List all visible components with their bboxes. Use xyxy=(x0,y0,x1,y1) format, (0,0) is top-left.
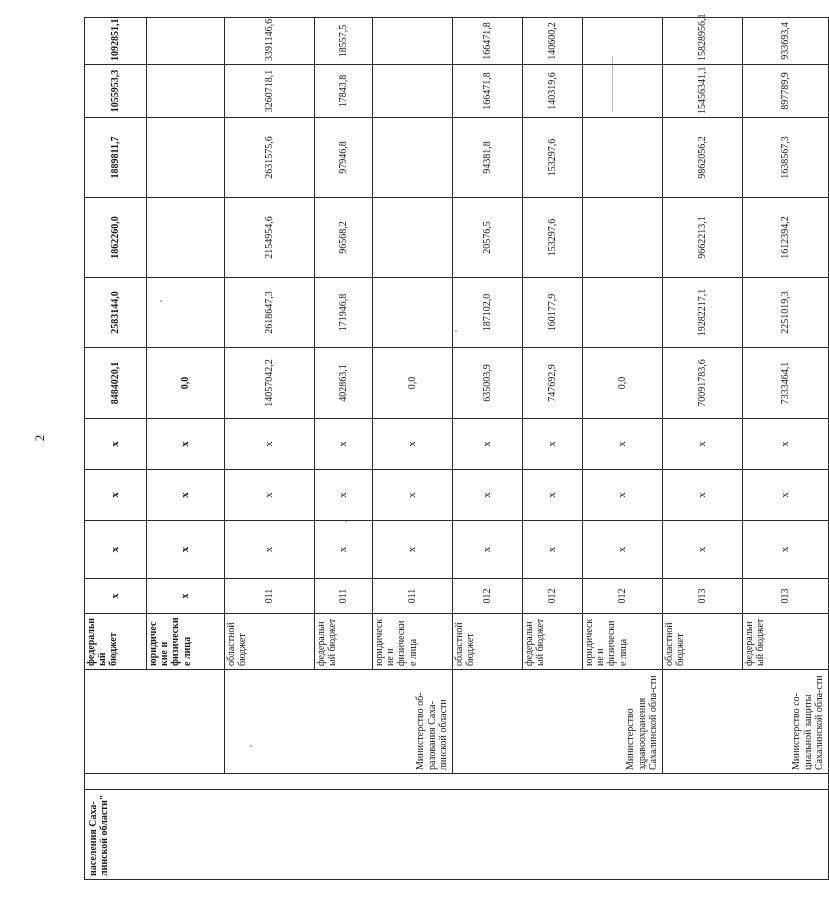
classifier-cell: x xyxy=(523,470,583,521)
grbs-code-cell: 012 xyxy=(523,579,583,614)
amount-cell: 2251019,3 xyxy=(743,278,829,348)
classifier-cell: x xyxy=(373,521,453,579)
grbs-code-cell: 012 xyxy=(453,579,523,614)
amount-cell xyxy=(373,198,453,278)
amount-cell: 140319,6 xyxy=(523,65,583,118)
amount-cell: 18557,5 xyxy=(315,18,373,65)
amount-cell: 1055953,3 xyxy=(85,65,147,118)
spacer-cell xyxy=(85,774,829,790)
classifier-cell: x xyxy=(147,470,225,521)
grbs-code-cell: x xyxy=(85,579,147,614)
classifier-cell: x xyxy=(743,521,829,579)
amount-cell xyxy=(583,278,663,348)
classifier-cell: x xyxy=(315,470,373,521)
page-number: 2 xyxy=(32,434,47,442)
responsible-executor-cell: Министерство со-циальной защиты Сахалинской обла-сти xyxy=(663,670,829,774)
amount-cell xyxy=(373,278,453,348)
amount-cell: 747692,9 xyxy=(523,348,583,419)
classifier-cell: x xyxy=(225,419,315,470)
amount-cell: 15456341,1 xyxy=(663,65,743,118)
amount-cell xyxy=(147,198,225,278)
amount-cell: 14057042,2 xyxy=(225,348,315,419)
amount-cell: 1889811,7 xyxy=(85,118,147,198)
amount-cell: 1638567,3 xyxy=(743,118,829,198)
funding-source-cell: федеральный бюджет xyxy=(523,614,583,670)
classifier-cell: x xyxy=(147,521,225,579)
classifier-cell: x xyxy=(225,470,315,521)
classifier-cell: x xyxy=(453,521,523,579)
amount-cell xyxy=(583,18,663,65)
amount-cell: 15828956,1 xyxy=(663,18,743,65)
funding-source-cell: федеральный бюджет xyxy=(743,614,829,670)
classifier-cell: x xyxy=(743,419,829,470)
amount-cell: 0,0 xyxy=(373,348,453,419)
rotated-table-container xyxy=(84,13,825,880)
amount-cell: 7333464,1 xyxy=(743,348,829,419)
amount-cell: 97946,8 xyxy=(315,118,373,198)
financing-table xyxy=(84,13,829,880)
amount-cell: 1092851,1 xyxy=(85,18,147,65)
grbs-code-cell: 011 xyxy=(315,579,373,614)
amount-cell xyxy=(583,65,663,118)
table-row xyxy=(453,18,523,880)
amount-cell: 2583144,0 xyxy=(85,278,147,348)
table-row xyxy=(85,18,147,880)
grbs-code-cell: 011 xyxy=(225,579,315,614)
amount-cell: 171946,8 xyxy=(315,278,373,348)
funding-source-cell: юридические и физические лица xyxy=(583,614,663,670)
amount-cell: 0,0 xyxy=(583,348,663,419)
classifier-cell: x xyxy=(453,470,523,521)
classifier-cell: x xyxy=(315,521,373,579)
amount-cell: 635003,9 xyxy=(453,348,523,419)
amount-cell: 9662213,1 xyxy=(663,198,743,278)
amount-cell: 20576,5 xyxy=(453,198,523,278)
program-name-cell: населения Саха-линской области" xyxy=(85,790,829,880)
classifier-cell: x xyxy=(663,521,743,579)
grbs-code-cell: x xyxy=(147,579,225,614)
amount-cell xyxy=(373,118,453,198)
amount-cell: 9862056,2 xyxy=(663,118,743,198)
classifier-cell: x xyxy=(373,419,453,470)
funding-source-cell: федеральный бюджет xyxy=(315,614,373,670)
amount-cell: 933693,4 xyxy=(743,18,829,65)
classifier-cell: x xyxy=(663,419,743,470)
amount-cell: 140600,2 xyxy=(523,18,583,65)
amount-cell: 70091783,6 xyxy=(663,348,743,419)
amount-cell: 153297,6 xyxy=(523,118,583,198)
amount-cell xyxy=(147,118,225,198)
amount-cell: 2631575,6 xyxy=(225,118,315,198)
amount-cell: 187102,0 xyxy=(453,278,523,348)
grbs-code-cell: 012 xyxy=(583,579,663,614)
amount-cell: 153297,6 xyxy=(523,198,583,278)
classifier-cell: x xyxy=(583,521,663,579)
classifier-cell: x xyxy=(225,521,315,579)
responsible-executor-cell xyxy=(85,670,225,774)
classifier-cell: x xyxy=(147,419,225,470)
amount-cell xyxy=(147,65,225,118)
classifier-cell: x xyxy=(743,470,829,521)
amount-cell xyxy=(147,278,225,348)
amount-cell: 19282217,1 xyxy=(663,278,743,348)
amount-cell: 96568,2 xyxy=(315,198,373,278)
grbs-code-cell: 013 xyxy=(743,579,829,614)
amount-cell: 0,0 xyxy=(147,348,225,419)
funding-source-cell: федеральный бюджет xyxy=(85,614,147,670)
classifier-cell: x xyxy=(523,521,583,579)
amount-cell: 166471,8 xyxy=(453,18,523,65)
amount-cell: 8484020,1 xyxy=(85,348,147,419)
classifier-cell: x xyxy=(663,470,743,521)
classifier-cell: x xyxy=(373,470,453,521)
classifier-cell: x xyxy=(453,419,523,470)
amount-cell xyxy=(147,18,225,65)
amount-cell: 897789,9 xyxy=(743,65,829,118)
funding-source-cell: областной бюджет xyxy=(225,614,315,670)
funding-source-cell: областной бюджет xyxy=(453,614,523,670)
amount-cell: 94381,8 xyxy=(453,118,523,198)
amount-cell: 3391146,6 xyxy=(225,18,315,65)
funding-source-cell: юридические и физические лица xyxy=(373,614,453,670)
amount-cell: 1862260,0 xyxy=(85,198,147,278)
amount-cell xyxy=(373,18,453,65)
amount-cell: 402863,1 xyxy=(315,348,373,419)
classifier-cell: x xyxy=(85,521,147,579)
amount-cell xyxy=(373,65,453,118)
classifier-cell: x xyxy=(583,419,663,470)
amount-cell: 2154954,6 xyxy=(225,198,315,278)
grbs-code-cell: 011 xyxy=(373,579,453,614)
responsible-executor-cell: Министерство об-разования Саха-линской области xyxy=(225,670,453,774)
funding-source-cell: областной бюджет xyxy=(663,614,743,670)
amount-cell xyxy=(583,118,663,198)
table-row xyxy=(225,18,315,880)
classifier-cell: x xyxy=(85,419,147,470)
amount-cell: 166471,8 xyxy=(453,65,523,118)
funding-source-cell: юридические и физические лица xyxy=(147,614,225,670)
amount-cell: 3260718,1 xyxy=(225,65,315,118)
amount-cell: 160177,9 xyxy=(523,278,583,348)
amount-cell: 17843,8 xyxy=(315,65,373,118)
amount-cell: 1612394,2 xyxy=(743,198,829,278)
classifier-cell: x xyxy=(523,419,583,470)
classifier-cell: x xyxy=(583,470,663,521)
amount-cell xyxy=(583,198,663,278)
responsible-executor-cell: Министерство здравоохранения Сахалинской обла-сти xyxy=(453,670,663,774)
amount-cell: 2618647,3 xyxy=(225,278,315,348)
classifier-cell: x xyxy=(85,470,147,521)
classifier-cell: x xyxy=(315,419,373,470)
table-row xyxy=(663,18,743,880)
grbs-code-cell: 013 xyxy=(663,579,743,614)
